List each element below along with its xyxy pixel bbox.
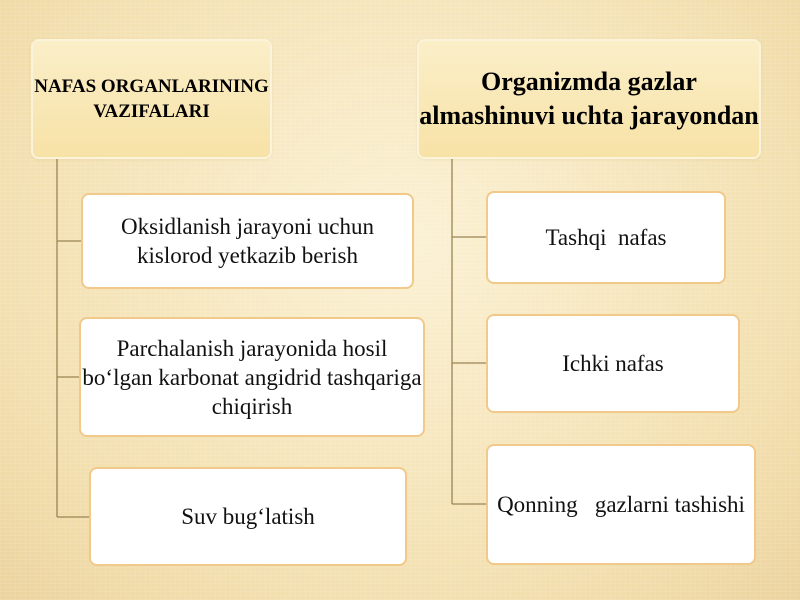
- right-item-3-box: [486, 444, 756, 565]
- right-item-2-box: [486, 314, 740, 413]
- left-item-2-box: [79, 317, 425, 437]
- right-item-1-text: Tashqi nafas: [545, 225, 667, 250]
- right-item-2-text: Ichki nafas: [562, 351, 664, 376]
- left-item-3-text: Suv bug‘latish: [181, 504, 315, 529]
- right-group-header: [419, 41, 759, 157]
- right-group-title: Organizmda gazlar almashinuvi uchta jarayondan: [419, 67, 759, 130]
- left-group-header: [33, 41, 270, 157]
- left-item-1-box: [81, 193, 414, 289]
- right-item-1-box: [486, 191, 726, 284]
- left-item-1-text: Oksidlanish jarayoni uchun kislorod yetkazib berish: [121, 214, 374, 268]
- left-item-3-box: [89, 467, 407, 566]
- left-group-title: NAFAS ORGANLARINING VAZIFALARI: [34, 76, 269, 122]
- left-item-2-text: Parchalanish jarayonida hosil bo‘lgan karbonat angidrid tashqariga chiqirish: [82, 335, 422, 419]
- right-item-3-text: Qonning gazlarni tashishi: [497, 492, 745, 517]
